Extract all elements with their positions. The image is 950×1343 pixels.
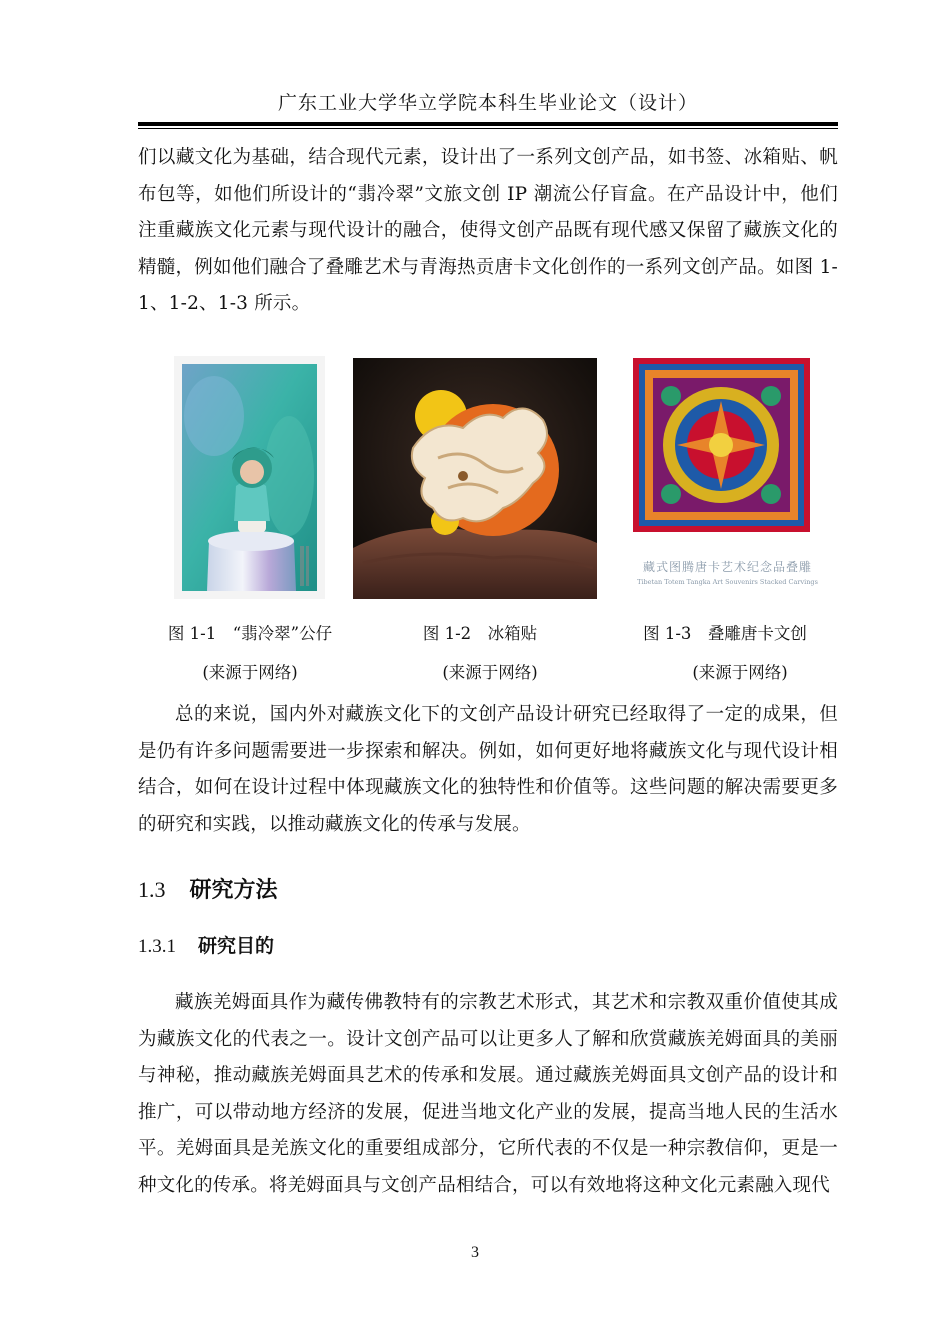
page-header: 广东工业大学华立学院本科生毕业论文（设计） — [277, 92, 698, 114]
figure-1-1-caption: 图 1-1 “翡冷翠”公仔 — [167, 624, 333, 643]
header-rule-thick — [138, 122, 838, 126]
figure-1-1-source: (来源于网络) — [202, 663, 298, 682]
paragraph-3: 藏族羌姆面具作为藏传佛教特有的宗教艺术形式，其艺术和宗教双重价值使其成为藏族文化的代表之一。设计文创产品可以让更多人了解和欣赏藏族羌姆面具的美丽与神秘，推动藏族羌姆面具艺术的传承和发展。通过藏族羌姆面具文创产品的设计和推广，可以带动地方经济的发展，促进当地文化产业的发展，提高当地人民的生活水平。羌姆面具是羌族文化的重要组成部分，它所代表的不仅是一种宗教信仰，更是一种文化的传承。将羌姆面具与文创产品相结合，可以有效地将这种文化元素融入现代 — [138, 992, 838, 1196]
figure-1-1-image — [174, 356, 325, 599]
figure-1-3-source: (来源于网络) — [692, 663, 788, 682]
paragraph-1: 们以藏文化为基础，结合现代元素，设计出了一系列文创产品，如书签、冰箱贴、帆布包等，如他们所设计的“翡冷翠”文旅文创 IP 潮流公仔盲盒。在产品设计中，他们注重藏族文化元素与现代设计的融合，使得文创产品既有现代感又保留了藏族文化的精髓，例如他们融合了叠雕艺术与青海热贡唐卡文化创作的一系列文创产品。如图 1-1、1-2、1-3 所示。 — [138, 147, 838, 314]
subsection-title: 研究目的 — [198, 935, 275, 957]
figure-1-2-source: (来源于网络) — [442, 663, 538, 682]
figure-1-3-caption: 图 1-3 叠雕唐卡文创 — [643, 624, 807, 643]
figure-1-3-overlay-en: Tibetan Totem Tangka Art Souvenirs Stacked Carvings — [637, 578, 818, 586]
figure-1-2-caption: 图 1-2 冰箱贴 — [422, 624, 538, 643]
subsection-heading-1-3-1 — [138, 931, 274, 958]
subsection-number: 1.3.1 — [138, 936, 176, 957]
page-number: 3 — [471, 1244, 479, 1261]
figure-1-2-image — [353, 358, 597, 599]
figure-1-3-overlay-cn: 藏式图腾唐卡艺术纪念品叠雕 — [642, 560, 812, 574]
section-number: 1.3 — [138, 877, 166, 902]
section-heading-1-3 — [138, 873, 278, 904]
figure-1-3-image — [631, 356, 824, 591]
section-title: 研究方法 — [189, 878, 278, 903]
header-rule-thin — [138, 128, 838, 129]
paragraph-2: 总的来说，国内外对藏族文化下的文创产品设计研究已经取得了一定的成果，但是仍有许多问题需要进一步探索和解决。例如，如何更好地将藏族文化与现代设计相结合，如何在设计过程中体现藏族文化的独特性和价值等。这些问题的解决需要更多的研究和实践，以推动藏族文化的传承与发展。 — [138, 704, 838, 835]
